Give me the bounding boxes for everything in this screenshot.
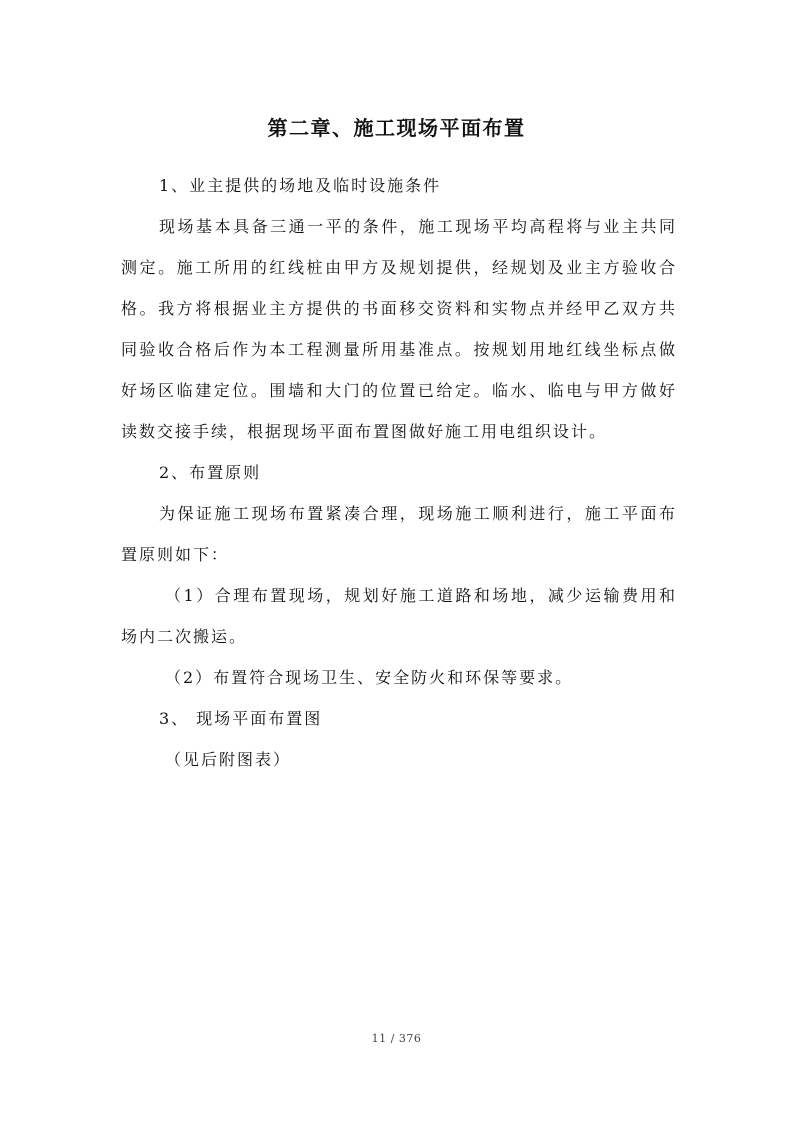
- paragraph-site-conditions: 现场基本具备三通一平的条件，施工现场平均高程将与业主共同测定。施工所用的红线桩由甲方及规划提供，经规划及业主方验收合格。我方将根据业主方提供的书面移交资料和实物点并经甲乙双方共同验收合格后作为本工程测量所用基准点。按规划用地红线坐标点做好场区临建定位。围墙和大门的位置已给定。临水、临电与甲方做好读数交接手续，根据现场平面布置图做好施工用电组织设计。: [121, 217, 677, 441]
- chapter-title: 第二章、施工现场平面布置: [267, 116, 526, 140]
- list-item-principle-2: （2）布置符合现场卫生、安全防火和环保等要求。: [165, 668, 574, 687]
- page-number: 11 / 376: [371, 1032, 422, 1045]
- document-body: [121, 165, 677, 780]
- section-heading-2: 2、布置原则: [159, 463, 262, 482]
- appendix-note: （见后附图表）: [165, 750, 292, 769]
- section-heading-1: 1、业主提供的场地及临时设施条件: [159, 176, 442, 195]
- paragraph-layout-principles: 为保证施工现场布置紧凑合理，现场施工顺利进行，施工平面布置原则如下：: [121, 504, 677, 564]
- section-heading-3: 3、 现场平面布置图: [159, 709, 323, 728]
- list-item-principle-1: （1）合理布置现场，规划好施工道路和场地，减少运输费用和场内二次搬运。: [121, 586, 677, 646]
